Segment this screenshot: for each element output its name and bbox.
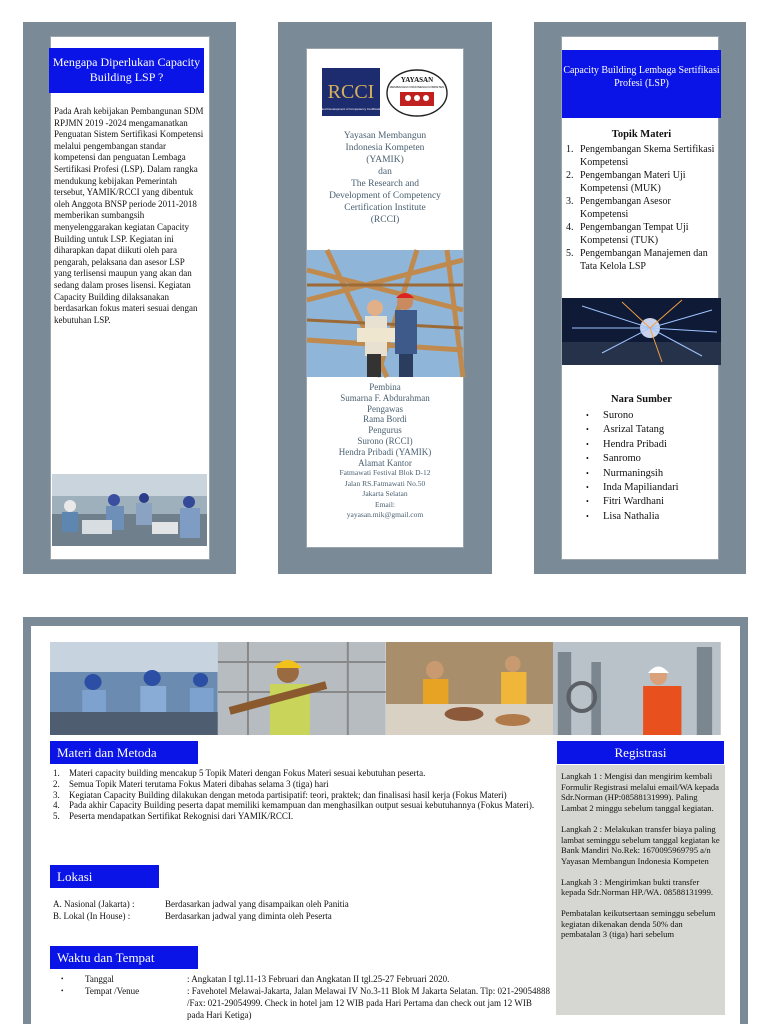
list-item: 5. Pengembangan Manajemen dan Tata Kelola LSP [566,248,708,272]
svg-text:Research and Development of Co: Research and Development of Competency Certification Institute [307,107,395,111]
topik-materi-heading: Topik Materi [611,129,672,140]
list-item: • Tanggal : Angkatan I tgl.11-13 Februari dan Angkatan II tgl.25-27 Februari 2020. [61,974,450,984]
waktu-tempat-list [61,973,551,1021]
construction-workers-photo [307,250,463,377]
lokasi-heading: Lokasi [50,865,159,888]
registrasi-box [556,765,725,1015]
construction-worker-photo [218,642,386,735]
list-item: • Fitri Wardhani [586,496,665,508]
materi-metoda-heading: Materi dan Metoda [50,741,198,764]
panel3-title: Capacity Building Lembaga Sertifikasi Profesi (LSP) [562,50,721,118]
list-item: 2. Semua Topik Materi terutama Fokus Materi dibahas selama 3 (tiga) hari [53,778,329,789]
registrasi-heading: Registrasi [557,741,724,764]
photo-strip [50,642,721,735]
registration-step: Langkah 2 : Melakukan transfer biaya paling lambat seminggu sebelum tanggal kegiatan ke Bank Mandiri No.Rek: 1670095969795 a/n Yayasan Membangun Indonesia Kompeten [561,823,720,866]
contact-info: Pembina Sumarna F. Abdurahman Pengawas Rama Bordi Pengurus Surono (RCCI) Hendra Pribadi (YAMIK) Alamat Kantor Fatmawati Festival Blok D-12 Jalan RS.Fatmawati No.50 Jakarta Selatan Email: yayasan.mik@gmail.com [308,382,462,521]
list-item: • Tempat /Venue : Favehotel Melawai-Jakarta, Jalan Melawai IV No.3-11 Blok M Jakarta Selatan. Tlp: 021-29054888 /Fax: 021-29054999. Check in hotel jam 12 WIB pada Hari Pertama dan check out jam 12 WIB pada Hari Ketiga) [61,986,550,1020]
rcci-logo-text: RCCI [327,81,375,103]
svg-text:MEMBANGUN INDONESIA KOMPETEN: MEMBANGUN INDONESIA KOMPETEN [389,85,445,89]
list-item: • Asrizal Tatang [586,424,665,436]
garment-workers-photo [50,642,218,735]
cancellation-policy: Pembatalan keikutsertaan seminggu sebelum kegiatan dikenakan denda 50% dan pembatalan 3 (tiga) hari sebelum [561,908,716,940]
waktu-tempat-heading: Waktu dan Tempat [50,946,198,969]
factory-workers-photo [52,474,207,546]
registration-step: Langkah 1 : Mengisi dan mengirim kembali Formulir Registrasi melalui email/WA kepada Sdr.Norman (HP:08588131999). Paling Lambat 2 minggu sebelum tanggal kegiatan. [561,771,719,814]
panel-program-details [23,617,748,1024]
list-item: • Sanromo [586,453,641,465]
refinery-worker-photo [553,642,721,735]
list-item: 4. Pengembangan Tempat Uji Kompetensi (TUK) [566,222,689,246]
list-item: • Lisa Nathalia [586,510,660,522]
list-item: • Surono [586,410,634,421]
factory-photo-image [52,474,207,546]
topik-materi-list [566,143,721,273]
list-item: 4. Pada akhir Capacity Building peserta dapat memiliki kemampuan dan menghasilkan output sesuai kebutuhannya (Fokus Materi). [53,800,535,811]
panel1-body-text: Pada Arah kebijakan Pembangunan SDM RPJMN 2019 -2024 mengamanatkan Penguatan Sistem Sertifikasi Kompetensi melalui pengembangan standar kompetensi dan penguatan Lembaga Sertifikasi Profesi (LSP). Dalam rangka mendukung kebijakan Pemerintah tersebut, YAMIK/RCCI yang dibentuk oleh Anggota BNSP periode 2011-2018 memberikan sumbangsih menyelenggarakan kegiatan Capacity Building untuk LSP. Kegiatan ini diharapkan dapat diikuti oleh para pengarah, pelaksana dan asesor LSP yang terlisensi maupun yang akan dan sedang dalam proses lisensi. Kegiatan Capacity Building dilaksanakan berdasarkan fokus materi sesuai dengan kebutuhan LSP. [54,106,204,325]
svg-text:YAYASAN: YAYASAN [400,76,434,84]
lokasi-list [53,898,553,922]
panel-why-capacity-building [23,22,236,574]
list-item: 2. Pengembangan Materi Uji Kompetensi (MUK) [566,170,686,194]
materi-metoda-list [53,768,553,822]
list-item: B. Lokal (In House) : Berdasarkan jadwal yang diminta oleh Peserta [53,911,332,921]
list-item: • Nurmaningsih [586,467,664,479]
list-item: • Inda Mapiliandari [586,482,679,494]
list-item: • Hendra Pribadi [586,438,667,450]
organization-logos [307,68,448,118]
organization-name: Yayasan Membangun Indonesia Kompeten (YAMIK) dan The Research and Development of Competency Certification Institute (RCCI) [329,131,441,225]
registration-step: Langkah 3 : Mengirimkan bukti transfer kepada Sdr.Norman HP./WA. 08588131999. [561,876,714,898]
nara-sumber-heading: Nara Sumber [611,394,672,405]
email-address: yayasan.mik@gmail.com [346,510,424,520]
food-production-photo [386,642,554,735]
welding-sparks-photo [562,298,721,365]
list-item: A. Nasional (Jakarta) : Berdasarkan jadwal yang disampaikan oleh Panitia [53,899,349,909]
list-item: 1. Materi capacity building mencakup 5 Topik Materi dengan Fokus Materi sesuai kebutuhan peserta. [53,768,426,778]
address-line: Fatmawati Festival Blok D-12 [339,468,431,478]
welding-photo-image [562,298,721,365]
panel-topics-speakers [534,22,746,574]
list-item: 3. Kegiatan Capacity Building dilakukan dengan metoda partisipatif: teori, praktek; dan finalisasi hasil kerja (Fokus Materi) [53,789,507,800]
panel-organization [278,22,492,574]
rcci-yamik-logo [307,68,448,118]
address-line: Jakarta Selatan [362,489,408,499]
panel1-title: Mengapa Diperlukan Capacity Building LSP ? [49,48,204,93]
nara-sumber-list [586,409,716,524]
list-item: 5. Peserta mendapatkan Sertifikat Rekognisi dari YAMIK/RCCI. [53,811,294,822]
list-item: 3. Pengembangan Asesor Kompetensi [566,196,671,220]
address-line: Jalan RS.Fatmawati No.50 [344,478,426,488]
construction-photo-image [307,250,463,377]
list-item: 1. Pengembangan Skema Sertifikasi Kompetensi [566,144,715,168]
email-label: Email: [375,499,395,509]
